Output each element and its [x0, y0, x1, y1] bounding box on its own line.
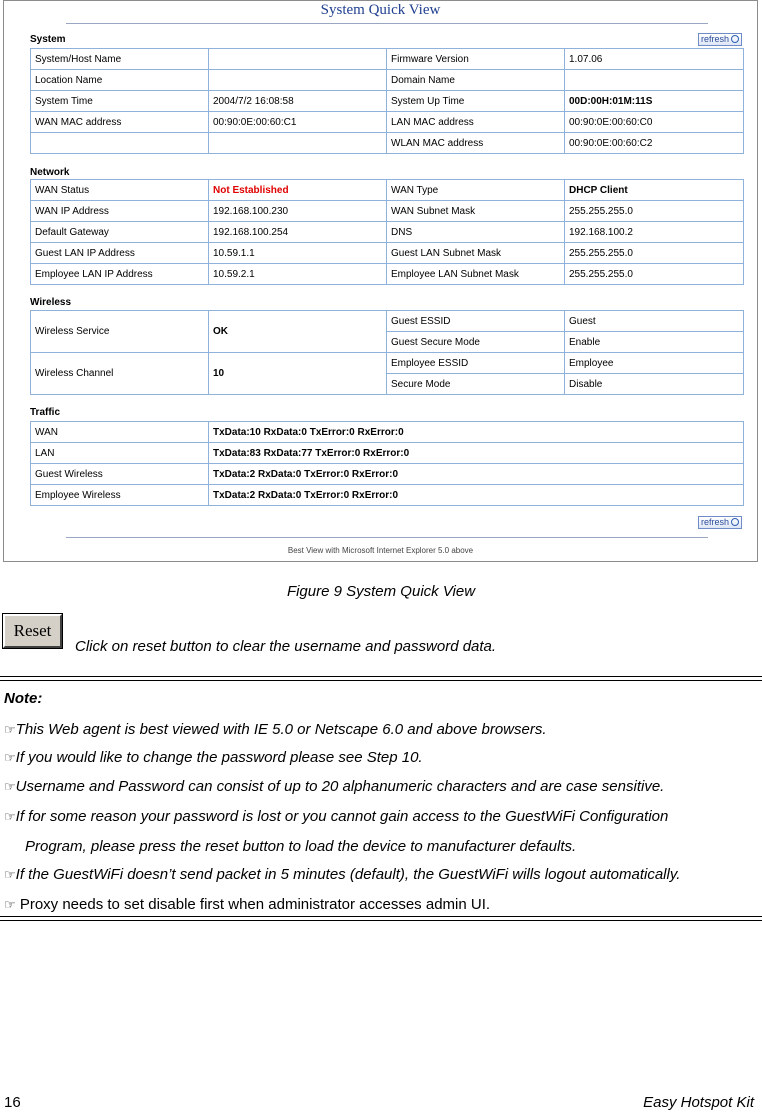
table-cell: 192.168.100.230: [209, 201, 387, 222]
pointing-hand-icon: ☞: [4, 809, 16, 824]
table-cell: Employee LAN Subnet Mask: [387, 264, 565, 285]
table-cell: [209, 133, 387, 154]
table-cell: 10.59.2.1: [209, 264, 387, 285]
table-cell: Not Established: [209, 180, 387, 201]
note-item-continued: Program, please press the reset button to load the device to manufacturer defaults.: [25, 838, 577, 855]
table-cell: Secure Mode: [387, 374, 565, 395]
table-cell: 255.255.255.0: [565, 201, 744, 222]
pointing-hand-icon: ☞: [4, 750, 16, 765]
table-row: [31, 243, 744, 264]
table-cell: LAN MAC address: [387, 112, 565, 133]
double-rule: [0, 676, 762, 681]
system-table: [30, 48, 744, 154]
pointing-hand-icon: ☞: [4, 867, 16, 882]
table-cell: WAN Subnet Mask: [387, 201, 565, 222]
table-cell: Guest Wireless: [31, 464, 209, 485]
divider: [66, 537, 708, 538]
table-cell: LAN: [31, 443, 209, 464]
table-cell: Enable: [565, 332, 744, 353]
table-row: [31, 485, 744, 506]
network-table: [30, 179, 744, 285]
page-number: 16: [4, 1094, 21, 1111]
table-row: [31, 180, 744, 201]
table-cell: 00D:00H:01M:11S: [565, 91, 744, 112]
table-cell: Guest: [565, 311, 744, 332]
table-cell: Guest Secure Mode: [387, 332, 565, 353]
table-cell: Employee: [565, 353, 744, 374]
table-cell: [209, 70, 387, 91]
table-cell: DNS: [387, 222, 565, 243]
table-cell: System Time: [31, 91, 209, 112]
reset-description: Click on reset button to clear the username and password data.: [75, 638, 497, 655]
table-row: [31, 133, 744, 154]
table-cell: WAN: [31, 422, 209, 443]
table-cell: WLAN MAC address: [387, 133, 565, 154]
table-row: [31, 222, 744, 243]
system-quick-view-screenshot: [3, 0, 758, 562]
note-item: ☞ Proxy needs to set disable first when administrator accesses admin UI.: [4, 896, 491, 913]
table-cell: WAN Status: [31, 180, 209, 201]
wireless-table: [30, 310, 744, 395]
table-cell: Firmware Version: [387, 49, 565, 70]
section-heading-wireless: Wireless: [30, 297, 72, 308]
section-heading-network: Network: [30, 167, 70, 178]
table-cell: [565, 70, 744, 91]
table-cell: 192.168.100.2: [565, 222, 744, 243]
table-row: [31, 49, 744, 70]
table-cell: 192.168.100.254: [209, 222, 387, 243]
note-item: ☞Username and Password can consist of up to 20 alphanumeric characters and are case sensitive.: [4, 778, 665, 795]
refresh-icon: [731, 35, 739, 43]
table-cell: Guest LAN IP Address: [31, 243, 209, 264]
table-row: [31, 464, 744, 485]
section-heading-traffic: Traffic: [30, 407, 61, 418]
table-row: [31, 264, 744, 285]
note-item: ☞If the GuestWiFi doesn’t send packet in 5 minutes (default), the GuestWiFi wills logout automatically.: [4, 866, 681, 883]
refresh-button[interactable]: [698, 33, 742, 46]
table-cell: 255.255.255.0: [565, 243, 744, 264]
pointing-hand-icon: ☞: [4, 897, 16, 912]
document-title: Easy Hotspot Kit: [643, 1094, 754, 1111]
table-cell: TxData:2 RxData:0 TxError:0 RxError:0: [209, 485, 744, 506]
refresh-label: refresh: [701, 517, 730, 527]
table-cell: [209, 49, 387, 70]
table-row: [31, 112, 744, 133]
table-cell: Default Gateway: [31, 222, 209, 243]
note-item: ☞This Web agent is best viewed with IE 5.0 or Netscape 6.0 and above browsers.: [4, 721, 547, 738]
table-cell: Domain Name: [387, 70, 565, 91]
table-cell: TxData:2 RxData:0 TxError:0 RxError:0: [209, 464, 744, 485]
section-heading-system: System: [30, 34, 66, 45]
table-cell: WAN MAC address: [31, 112, 209, 133]
table-cell: Disable: [565, 374, 744, 395]
table-cell: System/Host Name: [31, 49, 209, 70]
table-cell: 00:90:0E:00:60:C0: [565, 112, 744, 133]
refresh-label: refresh: [701, 34, 730, 44]
table-cell: Location Name: [31, 70, 209, 91]
traffic-table: [30, 421, 744, 506]
table-cell: TxData:83 RxData:77 TxError:0 RxError:0: [209, 443, 744, 464]
table-cell: 10.59.1.1: [209, 243, 387, 264]
table-row: [31, 201, 744, 222]
table-cell: WAN IP Address: [31, 201, 209, 222]
pointing-hand-icon: ☞: [4, 722, 16, 737]
table-cell: [31, 133, 209, 154]
table-cell: Wireless Channel: [31, 353, 209, 395]
table-row: [31, 311, 744, 332]
table-row: [31, 422, 744, 443]
double-rule: [0, 916, 762, 921]
table-cell: OK: [209, 311, 387, 353]
table-cell: TxData:10 RxData:0 TxError:0 RxError:0: [209, 422, 744, 443]
table-cell: DHCP Client: [565, 180, 744, 201]
reset-button[interactable]: Reset: [3, 614, 62, 648]
table-row: [31, 353, 744, 374]
divider: [66, 23, 708, 24]
table-cell: System Up Time: [387, 91, 565, 112]
page-title: System Quick View: [320, 2, 441, 18]
table-cell: Employee Wireless: [31, 485, 209, 506]
table-cell: Guest LAN Subnet Mask: [387, 243, 565, 264]
table-cell: 00:90:0E:00:60:C1: [209, 112, 387, 133]
table-cell: 255.255.255.0: [565, 264, 744, 285]
refresh-icon: [731, 518, 739, 526]
browser-recommendation: Best View with Microsoft Internet Explorer 5.0 above: [287, 546, 474, 555]
table-cell: WAN Type: [387, 180, 565, 201]
table-row: [31, 443, 744, 464]
table-cell: 00:90:0E:00:60:C2: [565, 133, 744, 154]
table-cell: 10: [209, 353, 387, 395]
refresh-button-bottom[interactable]: [698, 516, 742, 529]
note-item: ☞If for some reason your password is lost or you cannot gain access to the GuestWiFi Configuration: [4, 808, 669, 825]
table-cell: 2004/7/2 16:08:58: [209, 91, 387, 112]
table-cell: Guest ESSID: [387, 311, 565, 332]
table-cell: Wireless Service: [31, 311, 209, 353]
figure-caption: Figure 9 System Quick View: [286, 583, 476, 600]
table-cell: 1.07.06: [565, 49, 744, 70]
table-row: [31, 91, 744, 112]
table-cell: Employee LAN IP Address: [31, 264, 209, 285]
note-title: Note:: [4, 690, 43, 707]
note-item: ☞If you would like to change the password please see Step 10.: [4, 749, 423, 766]
table-cell: Employee ESSID: [387, 353, 565, 374]
pointing-hand-icon: ☞: [4, 779, 16, 794]
table-row: [31, 70, 744, 91]
